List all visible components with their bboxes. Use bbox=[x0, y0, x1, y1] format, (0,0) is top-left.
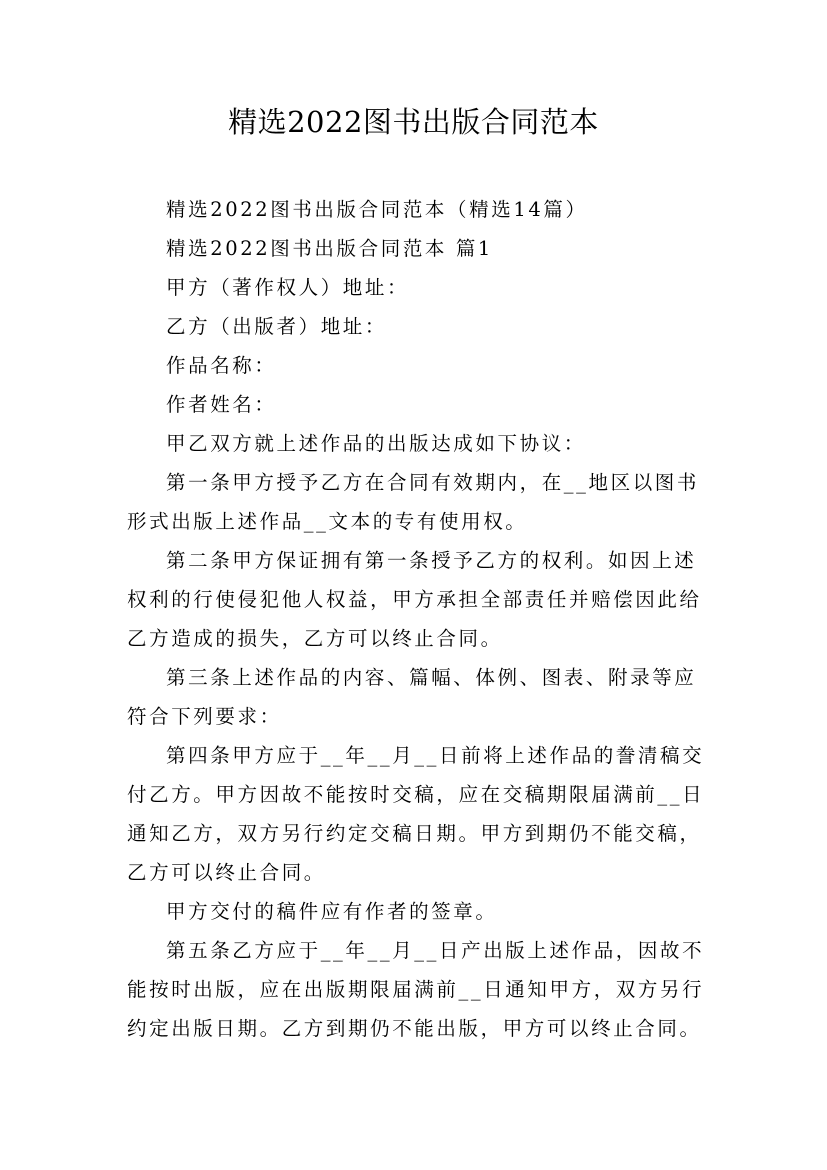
paragraph-party-a-address: 甲方（著作权人）地址： bbox=[166, 276, 410, 299]
paragraph-article-5: 第五条乙方应于__年__月__日产出版上述作品，因故不能按时出版，应在出版期限届满前__日通知甲方，双方另行约定出版日期。乙方到期仍不能出版，甲方可以终止合同。 bbox=[127, 939, 705, 1040]
paragraph-party-b-address: 乙方（出版者）地址： bbox=[166, 315, 388, 338]
paragraph-work-name: 作品名称： bbox=[166, 354, 277, 377]
document-title: 精选2022图书出版合同范本 bbox=[228, 105, 599, 139]
document-body bbox=[127, 190, 712, 1048]
paragraph-article-4: 第四条甲方应于__年__月__日前将上述作品的誊清稿交付乙方。甲方因故不能按时交稿，应在交稿期限届满前__日通知乙方，双方另行约定交稿日期。甲方到期仍不能交稿，乙方可以终止合同。 bbox=[127, 744, 705, 884]
paragraph-article-1: 第一条甲方授予乙方在合同有效期内，在__地区以图书形式出版上述作品__文本的专有使用权。 bbox=[127, 471, 700, 533]
paragraph-signature-note: 甲方交付的稿件应有作者的签章。 bbox=[166, 900, 498, 923]
paragraph-heading: 精选2022图书出版合同范本（精选14篇） bbox=[166, 198, 588, 221]
paragraph-section-label: 精选2022图书出版合同范本 篇1 bbox=[166, 237, 493, 260]
paragraph-author-name: 作者姓名： bbox=[166, 393, 277, 416]
paragraph-article-3: 第三条上述作品的内容、篇幅、体例、图表、附录等应符合下列要求： bbox=[127, 666, 697, 728]
paragraph-article-2: 第二条甲方保证拥有第一条授予乙方的权利。如因上述权利的行使侵犯他人权益，甲方承担全部责任并赔偿因此给乙方造成的损失，乙方可以终止合同。 bbox=[127, 549, 702, 650]
paragraph-agreement-intro: 甲乙双方就上述作品的出版达成如下协议： bbox=[166, 432, 586, 455]
